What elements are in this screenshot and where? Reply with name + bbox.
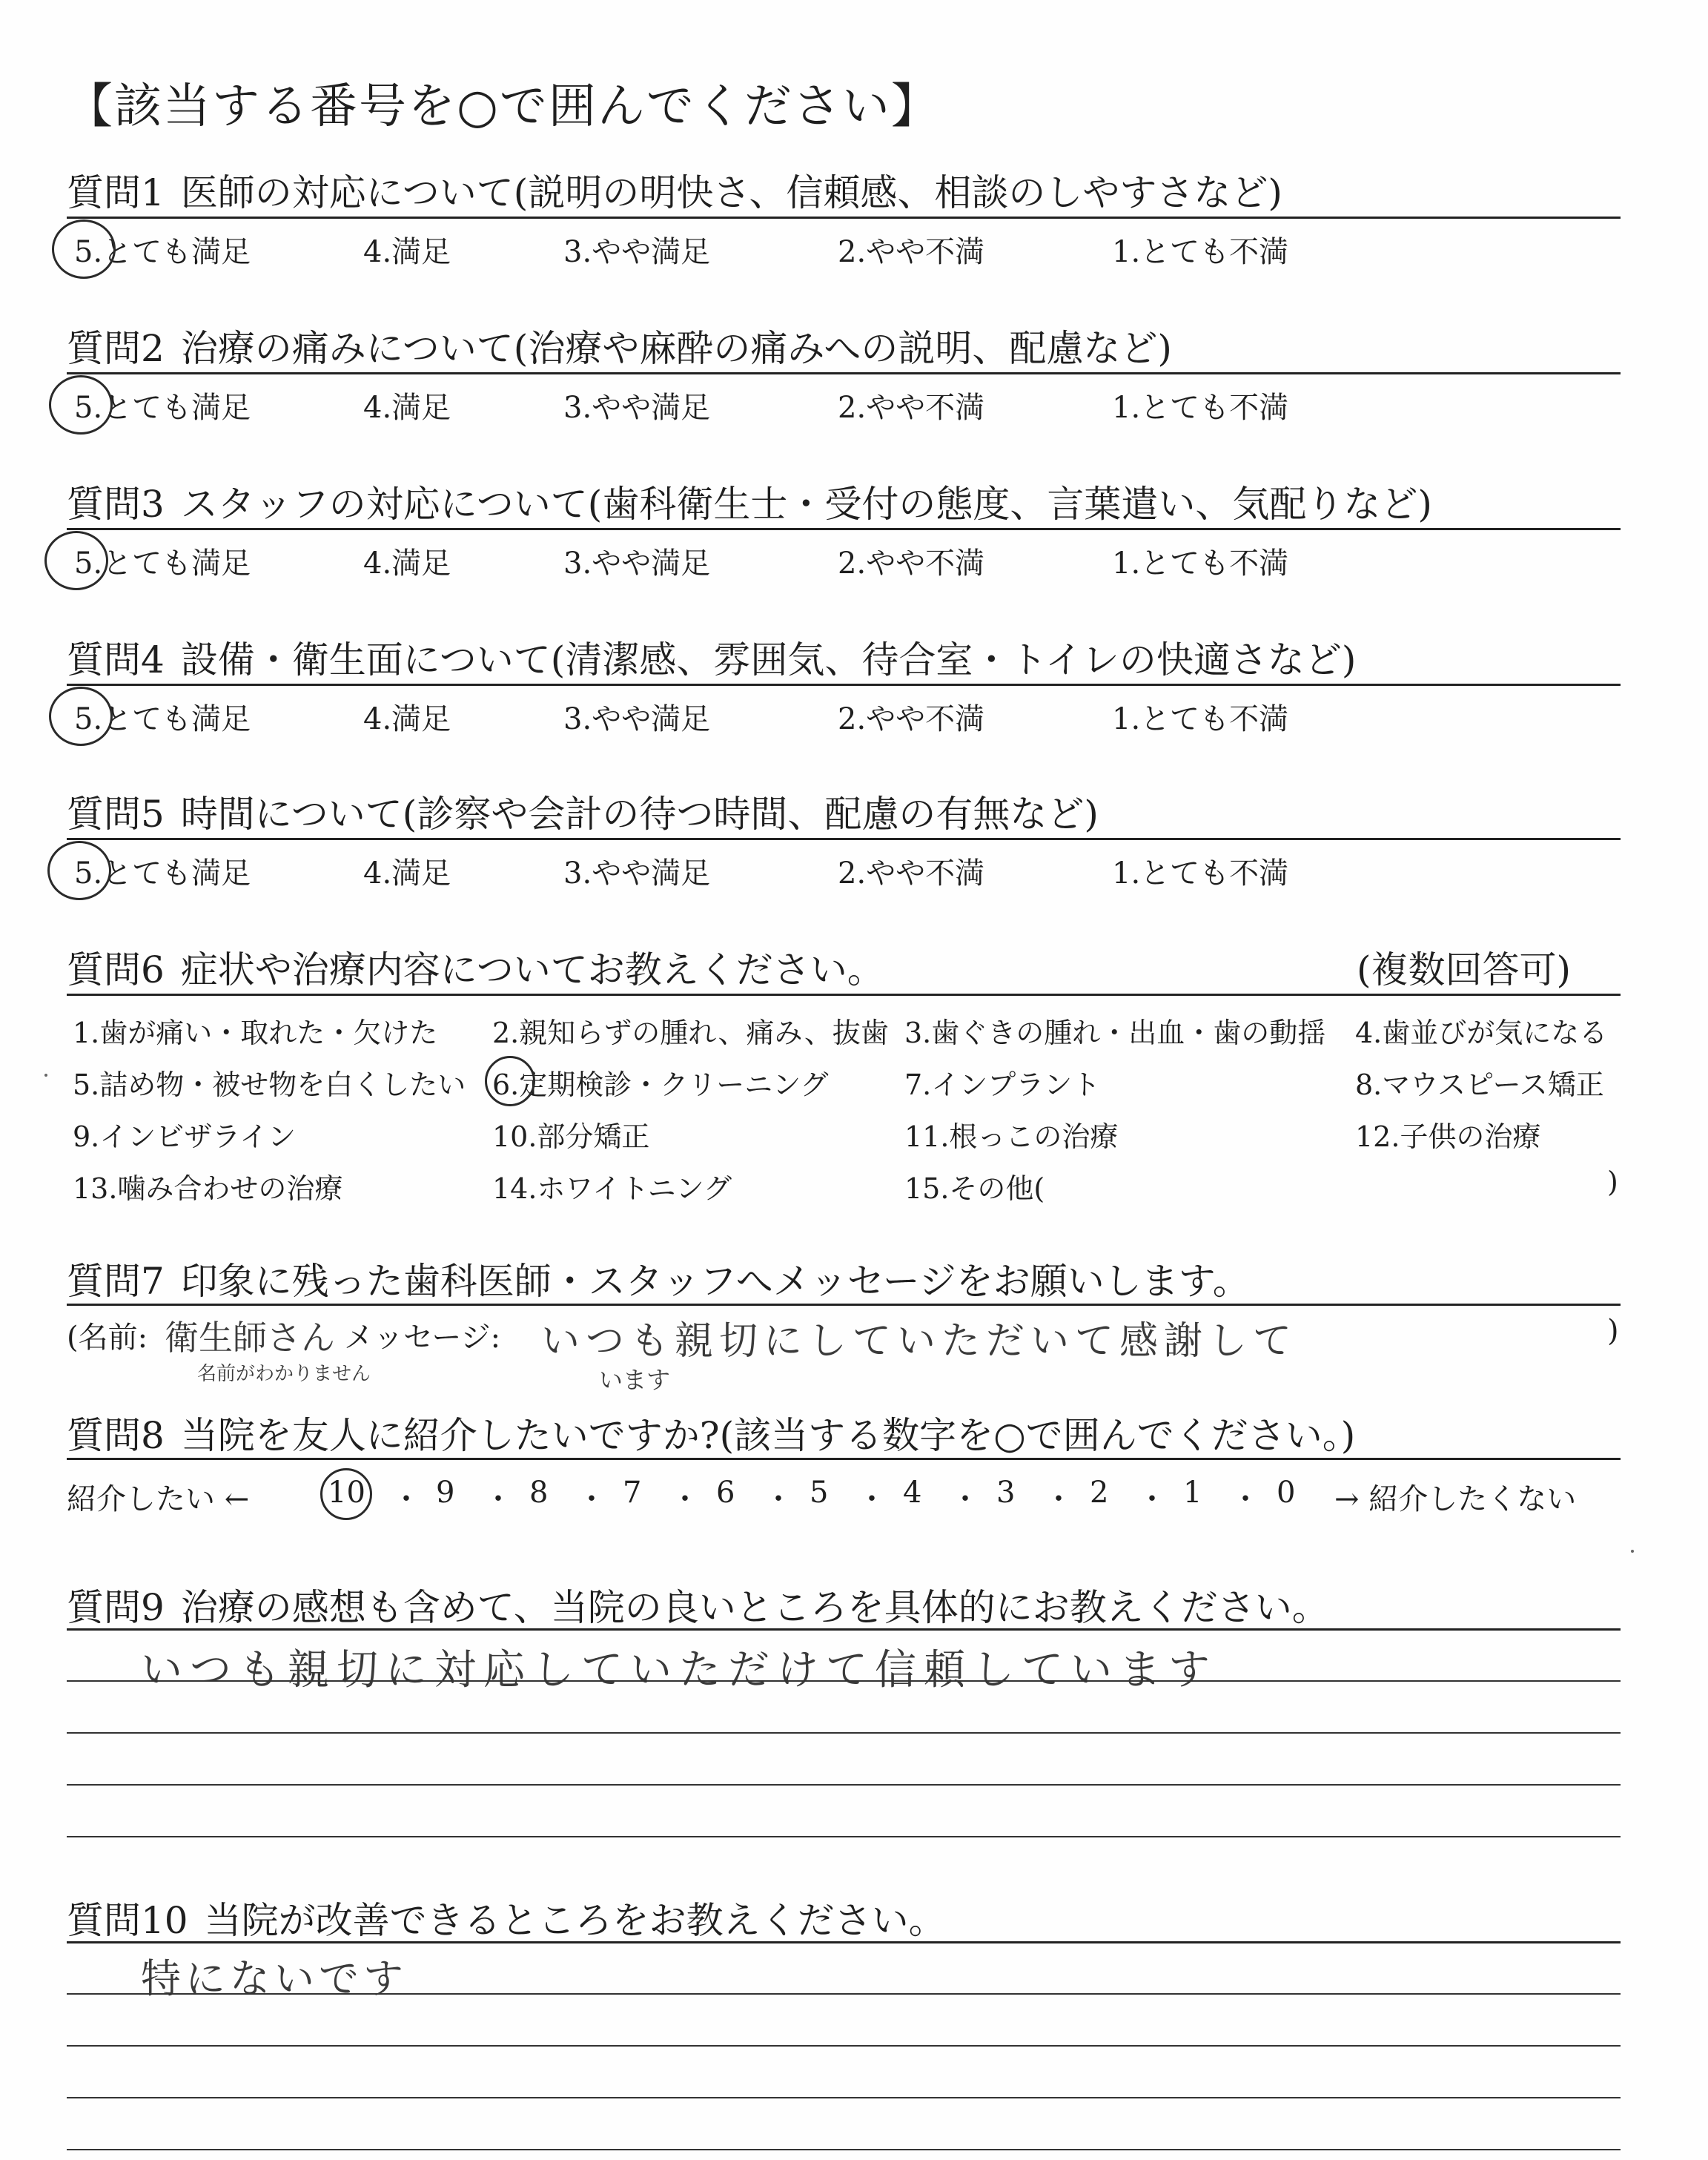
q1-option-3[interactable]: 3.やや満足 — [563, 235, 711, 269]
q2-option-5[interactable]: 5.とても満足 — [74, 391, 251, 425]
question-9-rule — [67, 1628, 1621, 1631]
q7-message-label: メッセージ: — [344, 1321, 501, 1355]
q8-separator: ・ — [1137, 1482, 1167, 1516]
question-10-rule — [67, 1941, 1621, 1943]
q10-line — [67, 2149, 1621, 2150]
q6-option-1[interactable]: 1.歯が痛い・取れた・欠けた — [73, 1017, 438, 1049]
q8-value-4[interactable]: 4 — [903, 1476, 922, 1510]
question-2-rule — [67, 372, 1621, 374]
q4-option-2[interactable]: 2.やや不満 — [838, 702, 985, 736]
q7-message-value[interactable]: いつも親切にしていただいて感謝して — [541, 1319, 1298, 1364]
question-4-title — [67, 630, 1356, 684]
q5-option-5[interactable]: 5.とても満足 — [74, 856, 251, 891]
question-4-rule — [67, 684, 1621, 686]
q1-option-1[interactable]: 1.とても不満 — [1112, 235, 1289, 269]
question-3-text: スタッフの対応について(歯科衛生士・受付の態度、言葉遣い、気配りなど) — [180, 483, 1432, 526]
q8-value-0[interactable]: 0 — [1277, 1476, 1296, 1510]
q3-selection-circle — [44, 531, 108, 590]
question-1-number: 質問1 — [67, 171, 165, 214]
q9-line — [67, 1680, 1621, 1682]
q8-value-10[interactable]: 10 — [328, 1476, 365, 1510]
q8-value-3[interactable]: 3 — [996, 1476, 1016, 1510]
question-10-text: 当院が改善できるところをお教えください。 — [204, 1899, 946, 1942]
question-5-rule — [67, 838, 1621, 840]
question-7-text: 印象に残った歯科医師・スタッフへメッセージをお願いします。 — [180, 1260, 1250, 1303]
q8-recommend-scale — [67, 1476, 1621, 1517]
q8-value-8[interactable]: 8 — [529, 1476, 549, 1510]
q7-name-value[interactable]: 衛生師さん — [165, 1318, 335, 1358]
q6-option-3[interactable]: 3.歯ぐきの腫れ・出血・歯の動揺 — [904, 1017, 1326, 1049]
q8-separator: ・ — [1044, 1482, 1073, 1516]
question-1-title — [67, 163, 1282, 217]
q4-option-1[interactable]: 1.とても不満 — [1112, 702, 1289, 736]
question-4-text: 設備・衛生面について(清潔感、雰囲気、待合室・トイレの快適さなど) — [180, 638, 1357, 681]
q6-selection-circle — [485, 1056, 535, 1106]
q9-line — [67, 1784, 1621, 1786]
q5-selection-circle — [47, 841, 111, 900]
instruction-header: 【該当する番号を○で囲んでください】 — [65, 79, 940, 134]
q1-option-2[interactable]: 2.やや不満 — [838, 235, 985, 269]
question-8-title — [67, 1406, 1355, 1459]
q1-option-5[interactable]: 5.とても満足 — [74, 235, 251, 269]
q2-option-1[interactable]: 1.とても不満 — [1112, 391, 1289, 425]
q4-option-4[interactable]: 4.満足 — [363, 702, 451, 736]
q6-option-14[interactable]: 14.ホワイトニング — [492, 1172, 732, 1205]
q3-option-2[interactable]: 2.やや不満 — [838, 546, 985, 581]
q8-separator: ・ — [950, 1482, 980, 1516]
question-5-text: 時間について(診察や会計の待つ時間、配慮の有無など) — [180, 793, 1099, 836]
q7-message-continued: います — [599, 1366, 671, 1394]
question-9-number: 質問9 — [67, 1586, 165, 1629]
q8-value-2[interactable]: 2 — [1090, 1476, 1109, 1510]
q9-answer[interactable]: いつも親切に対応していただけて信頼しています — [141, 1646, 1217, 1694]
question-2-number: 質問2 — [67, 327, 165, 370]
scan-dot — [44, 1074, 47, 1077]
q9-line — [67, 1732, 1621, 1734]
q6-option-6[interactable]: 6.定期検診・クリーニング — [492, 1069, 829, 1101]
question-3-number: 質問3 — [67, 483, 165, 526]
q4-option-5[interactable]: 5.とても満足 — [74, 702, 251, 736]
question-1-text: 医師の対応について(説明の明快さ、信頼感、相談のしやすさなど) — [180, 171, 1282, 214]
q5-option-2[interactable]: 2.やや不満 — [838, 856, 985, 891]
question-6-note: (複数回答可) — [1357, 948, 1572, 991]
q8-left-label: 紹介したい ← — [67, 1482, 250, 1516]
q8-separator: ・ — [857, 1482, 887, 1516]
q5-option-4[interactable]: 4.満足 — [363, 856, 451, 891]
q10-answer[interactable]: 特にないです — [141, 1955, 408, 2002]
q10-line — [67, 2045, 1621, 2047]
q6-option-5[interactable]: 5.詰め物・被せ物を白くしたい — [73, 1069, 466, 1101]
q8-value-9[interactable]: 9 — [436, 1476, 455, 1510]
q8-separator: ・ — [577, 1482, 606, 1516]
q7-close-paren: ) — [1607, 1314, 1619, 1348]
question-6-text: 症状や治療内容についてお教えください。 — [180, 948, 884, 991]
q8-separator: ・ — [483, 1482, 513, 1516]
q8-right-label: → 紹介したくない — [1334, 1482, 1577, 1516]
question-4-number: 質問4 — [67, 638, 165, 681]
q4-selection-circle — [49, 687, 113, 746]
q6-option-7[interactable]: 7.インプラント — [904, 1069, 1101, 1101]
question-3-rule — [67, 528, 1621, 530]
question-6-number: 質問6 — [67, 948, 165, 991]
question-10-number: 質問10 — [67, 1899, 188, 1942]
q8-separator: ・ — [670, 1482, 700, 1516]
question-3-title — [67, 475, 1432, 528]
q6-option-15-close: ) — [1607, 1166, 1618, 1198]
q3-option-1[interactable]: 1.とても不満 — [1112, 546, 1289, 581]
question-8-rule — [67, 1458, 1621, 1460]
question-8-number: 質問8 — [67, 1414, 165, 1457]
q2-option-4[interactable]: 4.満足 — [363, 391, 451, 425]
question-5-title — [67, 785, 1099, 838]
q7-name-note: 名前がわかりません — [197, 1363, 371, 1385]
question-2-title — [67, 319, 1172, 372]
question-8-text: 当院を友人に紹介したいですか?(該当する数字を○で囲んでください。) — [180, 1414, 1356, 1457]
q3-option-3[interactable]: 3.やや満足 — [563, 546, 711, 581]
q4-option-3[interactable]: 3.やや満足 — [563, 702, 711, 736]
q6-option-2[interactable]: 2.親知らずの腫れ、痛み、抜歯 — [492, 1017, 889, 1049]
question-6-rule — [67, 994, 1621, 996]
question-6-title — [67, 940, 884, 994]
q6-option-12[interactable]: 12.子供の治療 — [1355, 1120, 1541, 1153]
question-9-title — [67, 1578, 1329, 1631]
q8-value-7[interactable]: 7 — [623, 1476, 642, 1510]
question-7-title — [67, 1252, 1250, 1305]
q6-option-8[interactable]: 8.マウスピース矯正 — [1355, 1069, 1604, 1101]
q2-option-3[interactable]: 3.やや満足 — [563, 391, 711, 425]
question-2-text: 治療の痛みについて(治療や麻酔の痛みへの説明、配慮など) — [180, 327, 1172, 370]
q5-option-1[interactable]: 1.とても不満 — [1112, 856, 1289, 891]
question-10-title — [67, 1891, 946, 1944]
q6-option-9[interactable]: 9.インビザライン — [73, 1120, 297, 1153]
q9-line — [67, 1836, 1621, 1837]
q6-option-13[interactable]: 13.噛み合わせの治療 — [73, 1172, 343, 1205]
q10-line — [67, 1993, 1621, 1995]
q3-option-4[interactable]: 4.満足 — [363, 546, 451, 581]
q8-value-1[interactable]: 1 — [1183, 1476, 1202, 1510]
q1-option-4[interactable]: 4.満足 — [363, 235, 451, 269]
question-1-rule — [67, 217, 1621, 219]
q8-separator: ・ — [764, 1482, 793, 1516]
q3-option-5[interactable]: 5.とても満足 — [74, 546, 251, 581]
q8-selection-circle — [320, 1468, 372, 1520]
question-9-text: 治療の感想も含めて、当院の良いところを具体的にお教えください。 — [180, 1586, 1329, 1629]
q6-option-10[interactable]: 10.部分矯正 — [492, 1120, 650, 1153]
q8-separator: ・ — [391, 1482, 421, 1516]
q6-option-15[interactable]: 15.その他( — [904, 1172, 1045, 1205]
q1-selection-circle — [52, 219, 116, 279]
question-5-number: 質問5 — [67, 793, 165, 836]
q2-selection-circle — [49, 375, 113, 435]
q2-option-2[interactable]: 2.やや不満 — [838, 391, 985, 425]
question-7-rule — [67, 1304, 1621, 1306]
scan-dot — [1631, 1550, 1634, 1553]
q8-value-5[interactable]: 5 — [810, 1476, 829, 1510]
q6-option-4[interactable]: 4.歯並びが気になる — [1355, 1017, 1608, 1049]
q7-name-label: (名前: — [67, 1321, 148, 1355]
q6-option-11[interactable]: 11.根っこの治療 — [904, 1120, 1119, 1153]
question-7-number: 質問7 — [67, 1260, 165, 1303]
q10-line — [67, 2097, 1621, 2098]
q8-value-6[interactable]: 6 — [716, 1476, 735, 1510]
q8-separator: ・ — [1231, 1482, 1260, 1516]
q5-option-3[interactable]: 3.やや満足 — [563, 856, 711, 891]
